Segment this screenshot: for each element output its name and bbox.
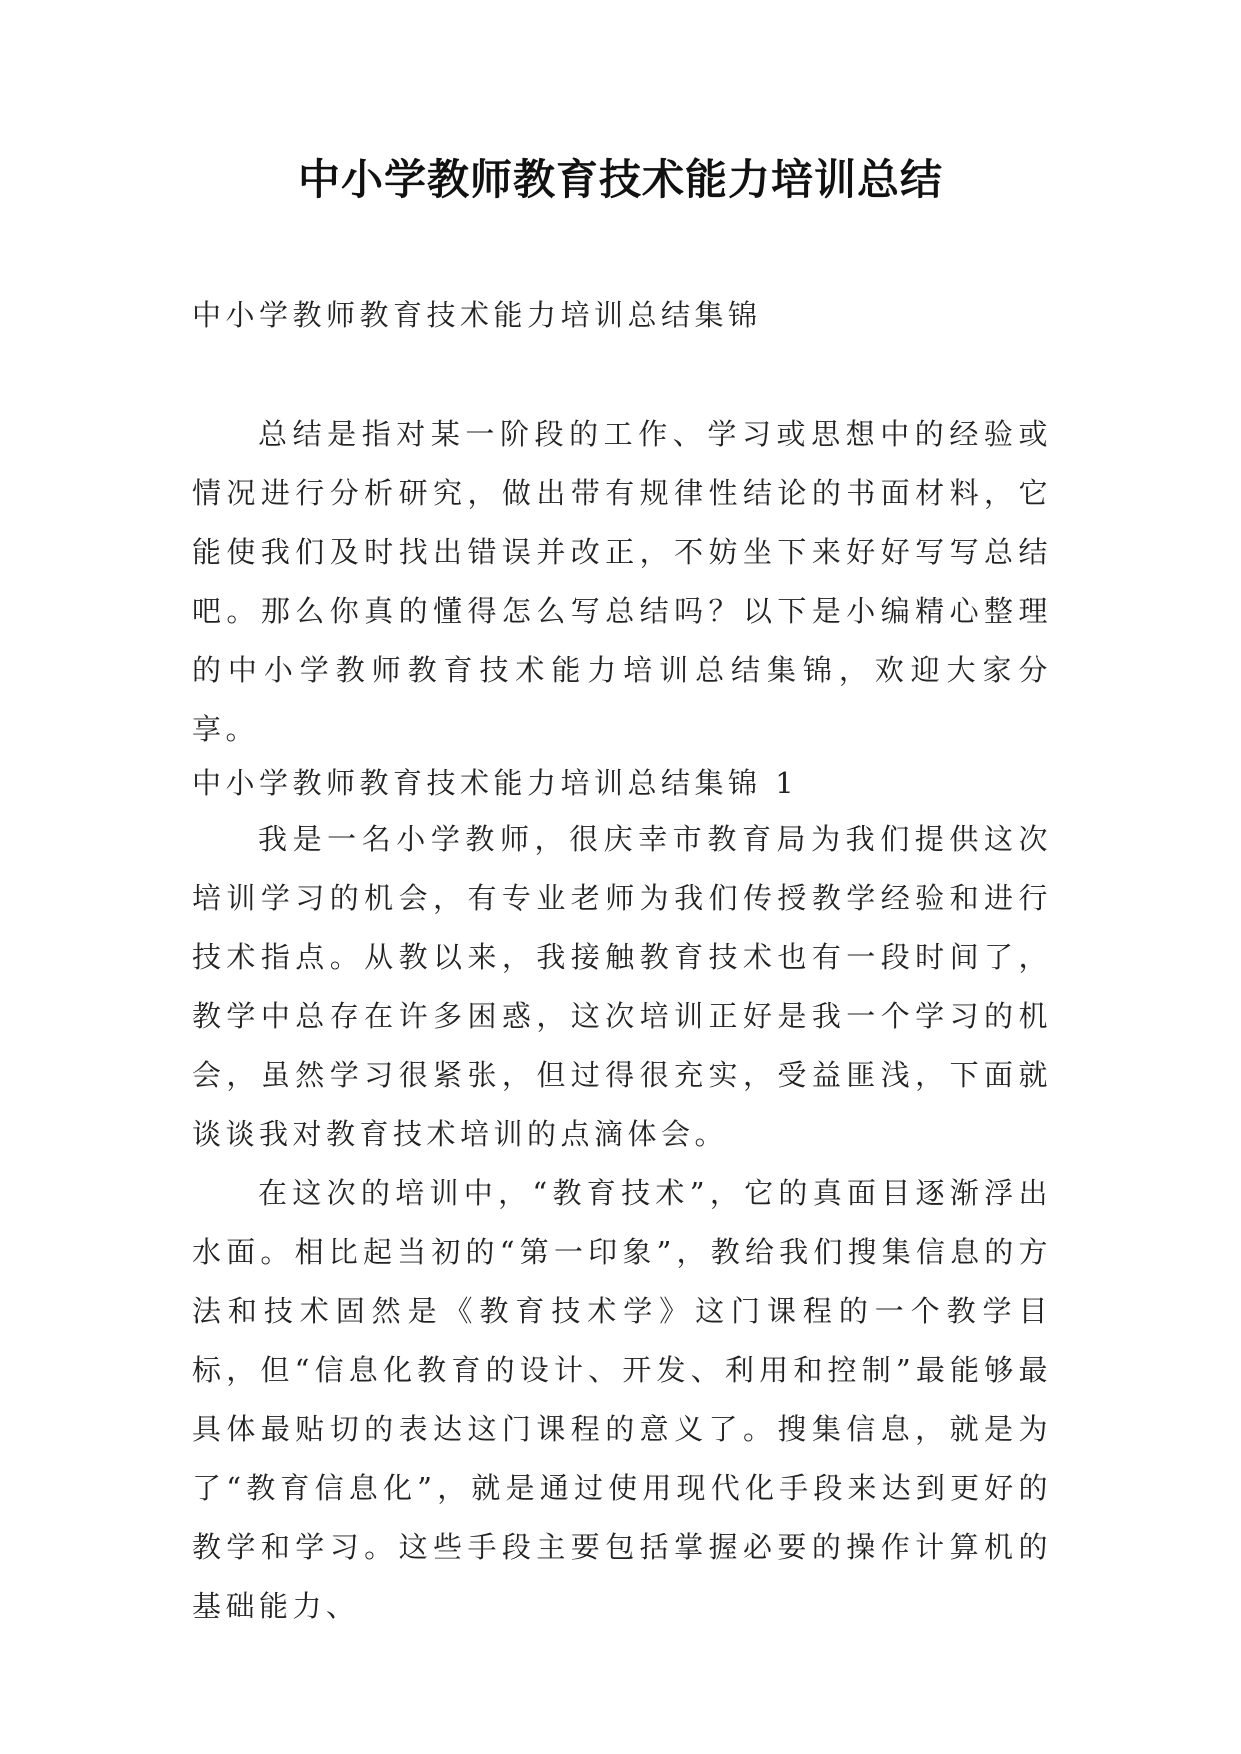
document-title: 中小学教师教育技术能力培训总结	[297, 155, 943, 204]
body-paragraph: 我是一名小学教师，很庆幸市教育局为我们提供这次培训学习的机会，有专业老师为我们传授教学经验和进行技术指点。从教以来，我接触教育技术也有一段时间了，教学中总存在许多困惑，这次培训正好是我一个学习的机会，虽然学习很紧张，但过得很充实，受益匪浅，下面就谈谈我对教育技术培训的点滴体会。	[192, 822, 1052, 1151]
intro-section	[192, 405, 1052, 759]
body-paragraph: 在这次的培训中，“教育技术”，它的真面目逐渐浮出水面。相比起当初的“第一印象”，教给我们搜集信息的方法和技术固然是《教育技术学》这门课程的一个教学目标，但“信息化教育的设计、开发、利用和控制”最能够最具体最贴切的表达这门课程的意义了。搜集信息，就是为了“教育信息化”，就是通过使用现代化手段来达到更好的教学和学习。这些手段主要包括掌握必要的操作计算机的基础能力、	[192, 1176, 1052, 1623]
document-subtitle: 中小学教师教育技术能力培训总结集锦	[192, 298, 762, 332]
section-body	[192, 810, 1052, 1636]
intro-paragraph: 总结是指对某一阶段的工作、学习或思想中的经验或情况进行分析研究，做出带有规律性结论的书面材料，它能使我们及时找出错误并改正，不妨坐下来好好写写总结吧。那么你真的懂得怎么写总结吗？以下是小编精心整理的中小学教师教育技术能力培训总结集锦，欢迎大家分享。	[192, 417, 1052, 746]
section-heading: 中小学教师教育技术能力培训总结集锦 1	[192, 766, 799, 800]
